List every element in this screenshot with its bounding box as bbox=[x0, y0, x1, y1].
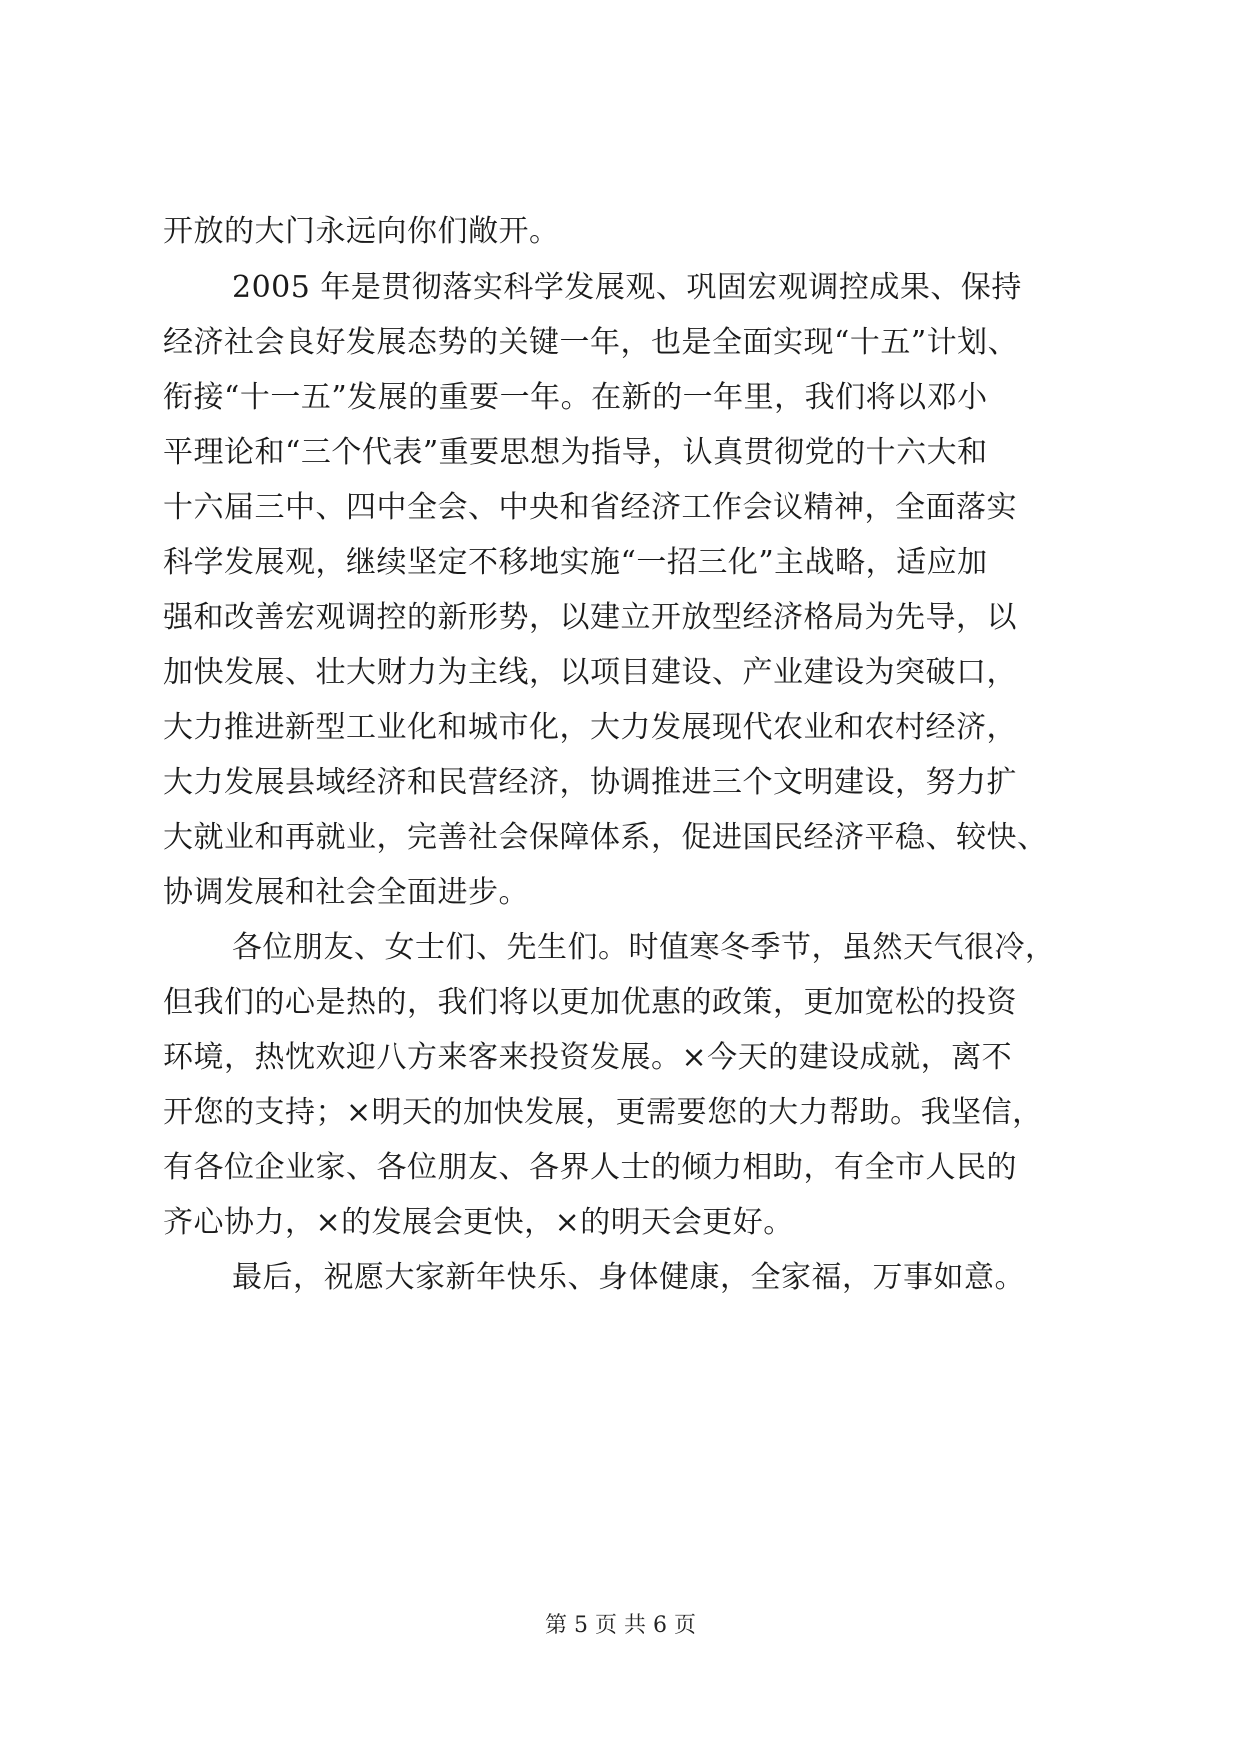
paragraph-first-line: 最后，祝愿大家新年快乐、身体健康，全家福，万事如意。 bbox=[232, 1260, 1025, 1295]
text-line: 齐心协力，×的发展会更快，×的明天会更好。 bbox=[163, 1205, 794, 1240]
text-line: 十六届三中、四中全会、中央和省经济工作会议精神，全面落实 bbox=[163, 490, 1017, 525]
paragraph-first-line: 各位朋友、女士们、先生们。时值寒冬季节，虽然天气很冷， bbox=[232, 930, 1056, 965]
text-line: 协调发展和社会全面进步。 bbox=[163, 875, 529, 910]
text-line: 平理论和“三个代表”重要思想为指导，认真贯彻党的十六大和 bbox=[163, 435, 988, 470]
text-line: 加快发展、壮大财力为主线，以项目建设、产业建设为突破口， bbox=[163, 655, 1017, 690]
text-line: 开放的大门永远向你们敞开。 bbox=[163, 214, 560, 249]
paragraph-first-line: 2005 年是贯彻落实科学发展观、巩固宏观调控成果、保持 bbox=[232, 270, 1022, 305]
text-line: 大力发展县域经济和民营经济，协调推进三个文明建设，努力扩 bbox=[163, 765, 1017, 800]
text-line: 科学发展观，继续坚定不移地实施“一招三化”主战略，适应加 bbox=[163, 545, 988, 580]
text-line: 强和改善宏观调控的新形势，以建立开放型经济格局为先导，以 bbox=[163, 600, 1017, 635]
text-line: 大就业和再就业，完善社会保障体系，促进国民经济平稳、较快、 bbox=[163, 820, 1048, 855]
text-line: 经济社会良好发展态势的关键一年，也是全面实现“十五”计划、 bbox=[163, 325, 1019, 360]
text-line: 大力推进新型工业化和城市化，大力发展现代农业和农村经济， bbox=[163, 710, 1017, 745]
text-line: 开您的支持；×明天的加快发展，更需要您的大力帮助。我坚信， bbox=[163, 1095, 1043, 1130]
text-line: 有各位企业家、各位朋友、各界人士的倾力相助，有全市人民的 bbox=[163, 1150, 1017, 1185]
text-line: 环境，热忱欢迎八方来客来投资发展。×今天的建设成就，离不 bbox=[163, 1040, 1013, 1075]
text-line: 但我们的心是热的，我们将以更加优惠的政策，更加宽松的投资 bbox=[163, 985, 1017, 1020]
text-line: 衔接“十一五”发展的重要一年。在新的一年里，我们将以邓小 bbox=[163, 380, 988, 415]
page-number-footer: 第 5 页 共 6 页 bbox=[545, 1613, 696, 1638]
